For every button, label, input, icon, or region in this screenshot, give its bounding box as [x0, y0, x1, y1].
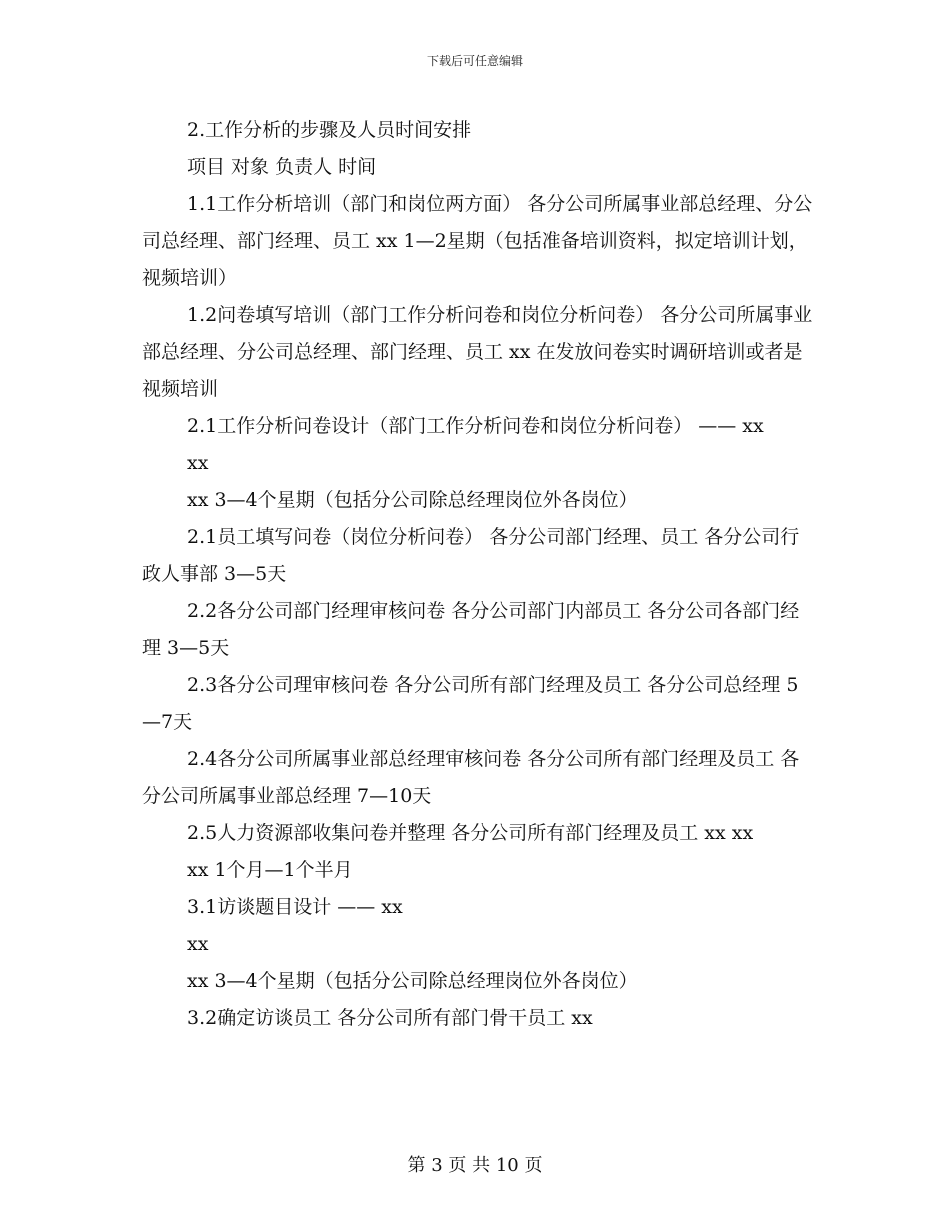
paragraph: xx 1个月—1个半月	[187, 859, 353, 881]
paragraph: xx 3—4个星期（包括分公司除总经理岗位外各岗位）	[187, 489, 638, 511]
paragraph: xx 3—4个星期（包括分公司除总经理岗位外各岗位）	[187, 970, 638, 992]
paragraph: 3.2确定访谈员工 各分公司所有部门骨干员工 xx	[187, 1007, 593, 1029]
document-body	[142, 112, 814, 1037]
paragraph: 3.1访谈题目设计 —— xx	[187, 896, 403, 918]
paragraph: 2.工作分析的步骤及人员时间安排	[187, 119, 472, 141]
paragraph: 2.2各分公司部门经理审核问卷 各分公司部门内部员工 各分公司各部门经理 3—5天	[142, 600, 800, 659]
paragraph: 2.1员工填写问卷（岗位分析问卷） 各分公司部门经理、员工 各分公司行政人事部 3—5天	[142, 526, 800, 585]
paragraph: 2.5人力资源部收集问卷并整理 各分公司所有部门经理及员工 xx xx	[187, 822, 754, 844]
paragraph: 1.2问卷填写培训（部门工作分析问卷和岗位分析问卷） 各分公司所属事业部总经理、分公司总经理、部门经理、员工 xx 在发放问卷实时调研培训或者是视频培训	[142, 304, 813, 400]
paragraph: 2.1工作分析问卷设计（部门工作分析问卷和岗位分析问卷） —— xx	[187, 415, 764, 437]
page-footer: 第 3 页 共 10 页	[407, 1155, 543, 1176]
paragraph: 1.1工作分析培训（部门和岗位两方面） 各分公司所属事业部总经理、分公司总经理、部门经理、员工 xx 1—2星期（包括准备培训资料，拟定培训计划，视频培训）	[142, 193, 813, 289]
paragraph: 项目 对象 负责人 时间	[187, 156, 377, 178]
paragraph: xx	[187, 933, 209, 955]
page-header: 下载后可任意编辑	[426, 54, 523, 68]
paragraph: 2.3各分公司理审核问卷 各分公司所有部门经理及员工 各分公司总经理 5—7天	[142, 674, 799, 733]
paragraph: xx	[187, 452, 209, 474]
paragraph: 2.4各分公司所属事业部总经理审核问卷 各分公司所有部门经理及员工 各分公司所属事业部总经理 7—10天	[142, 748, 800, 807]
